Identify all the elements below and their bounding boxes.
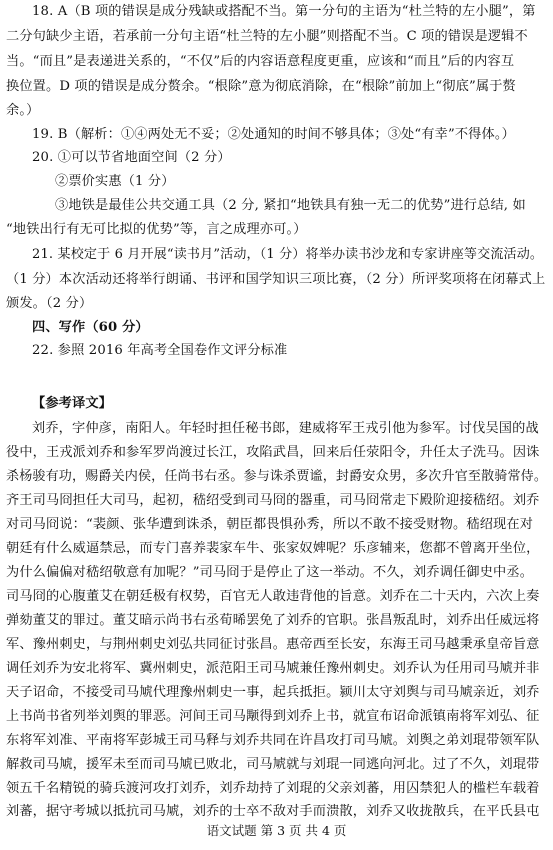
- answer-18-line-4: 换位置。D 项的错误是成分赘余。“根除”意为彻底消除，在“根除”前加上“彻底”属于赘: [6, 79, 516, 94]
- answer-19: 19. B（解析：①④两处无不妥；②处通知的时间不够具体；③处“有幸”不得体。）: [32, 127, 515, 142]
- translation-line: 刘蕃，据守考城以抵抗司马虓，刘乔的士卒不敌对手而溃散，刘乔又收拢散兵，在平氏县屯: [6, 804, 540, 819]
- answer-21-line-2: （1 分）本次活动还将举行朗诵、书评和国学知识三项比赛，（2 分）所评奖项将在闭幕式上: [6, 272, 546, 287]
- translation-line: 役中，王戎派刘乔和参军罗尚渡过长江，攻陷武昌，回来后任荥阳令，升任太子洗马。因诛: [6, 445, 540, 460]
- translation-line: 对司马冏说：“裴颜、张华遭到诛杀，朝臣都畏惧孙秀，所以不敢不接受财物。嵇绍现在对: [6, 517, 534, 532]
- answer-20-line-2: ②票价实惠（1 分）: [55, 174, 175, 189]
- answer-21-line-1: 21. 某校定于 6 月开展“读书月”活动，（1 分）将举办读书沙龙和专家讲座等交流活动。: [32, 247, 544, 262]
- translation-line: 领五千名精锐的骑兵渡河攻打刘乔，刘乔劫持了刘琨的父亲刘蕃，用囚禁犯人的槛栏车载着: [6, 781, 540, 796]
- answer-21-line-3: 颁发。（2 分）: [6, 296, 93, 311]
- translation-line: 天子诏命，不接受司马虓代理豫州刺史一事，起兵抵拒。颍川太守刘舆与司马虓亲近，刘乔: [6, 685, 540, 700]
- translation-line: 东将军刘准、平南将军彭城王司马释与刘乔共同在许昌攻打司马虓。刘舆之弟刘琨带领军队: [6, 733, 540, 748]
- answer-18-line-5: 余。）: [6, 103, 40, 118]
- answer-20-line-4: “地铁出行有无可比拟的优势”等，言之成理亦可。）: [6, 222, 307, 237]
- section-writing-heading: 四、写作（60 分）: [32, 320, 149, 335]
- answer-20-line-1: 20. ①可以节省地面空间（2 分）: [32, 150, 231, 165]
- translation-line: 军、豫州刺史，与荆州刺史刘弘共同征讨张昌。惠帝西至长安，东海王司马越秉承皇帝旨意: [6, 637, 540, 652]
- translation-line: 朝廷有什么威逼禁忌，而专门喜养裴家车牛、张家奴婢呢？乐彦辅来，您都不曾离开坐位，: [6, 541, 540, 556]
- translation-line: 为什么偏偏对嵇绍敬意有加呢？”司马冏于是停止了这一举动。不久，刘乔调任御史中丞。: [6, 565, 534, 580]
- translation-line: 弹劾董艾的罪过。董艾暗示尚书右丞荀晞罢免了刘乔的官职。张昌叛乱时，刘乔出任威远将: [6, 613, 540, 628]
- answer-22: 22. 参照 2016 年高考全国卷作文评分标准: [32, 343, 288, 358]
- answer-18-line-3: 当。“而且”是表递进关系的，“不仅”后的内容语意程度更重，应该和“而且”后的内容互: [6, 54, 515, 69]
- translation-line: 上书尚书省列举刘舆的罪恶。河间王司马颙得到刘乔上书，就宣布诏命派镇南将军刘弘、征: [6, 709, 540, 724]
- answer-18-line-1: 18. A（B 项的错误是成分残缺或搭配不当。第一分句的主语为“杜兰特的左小腿”，第: [32, 4, 536, 19]
- translation-heading: 【参考译文】: [32, 396, 113, 411]
- translation-line: 刘乔，字仲彦，南阳人。年轻时担任秘书郎，建威将军王戎引他为参军。讨伐吴国的战: [32, 421, 539, 436]
- page-footer: 语文试题 第 3 页 共 4 页: [206, 823, 347, 838]
- answer-18-line-2: 二分句缺少主语，若承前一分句主语“杜兰特的左小腿”则搭配不当。C 项的错误是逻辑不: [6, 29, 528, 44]
- answer-20-line-3: ③地铁是最佳公共交通工具（2 分, 紧扣“地铁具有独一无二的优势”进行总结, 如: [55, 198, 526, 213]
- translation-line: 杀杨骏有功，赐爵关内侯，任尚书右丞。参与诛杀贾谧，封爵安众男，多次升官至散骑常侍。: [6, 469, 548, 484]
- translation-line: 齐王司马冏担任大司马，起初，嵇绍受到司马冏的器重，司马冏常走下殿阶迎接嵇绍。刘乔: [6, 493, 540, 508]
- translation-line: 调任刘乔为安北将军、冀州刺史，派范阳王司马虓兼任豫州刺史。刘乔认为任用司马虓并非: [6, 661, 540, 676]
- translation-line: 解救司马虓，援军未至而司马虓已败北，司马虓就与刘琨一同逃向河北。过了不久，刘琨带: [6, 757, 540, 772]
- translation-line: 司马冏的心腹董艾在朝廷极有权势，百官无人敢违背他的旨意。刘乔在二十天内，六次上奏: [6, 589, 540, 604]
